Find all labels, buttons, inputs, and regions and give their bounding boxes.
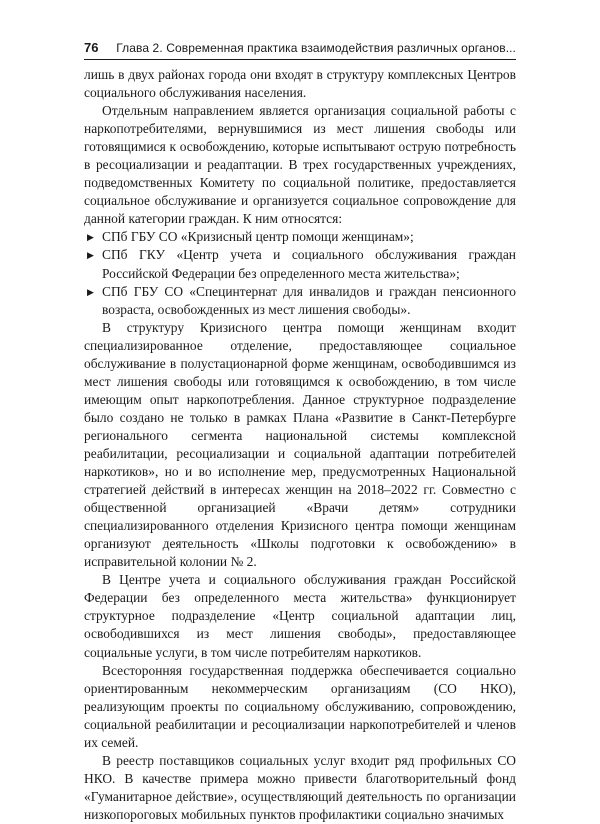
triangle-bullet-icon: ▶: [87, 232, 94, 243]
paragraph-service-providers: В реестр поставщиков социальных услуг входит ряд профильных СО НКО. В качестве примера можно привести благотворительный фонд «Гуманитарное действие», осуществляющий деятельность по организации низкопороговых мобильных пунктов профилактики социально значимых: [84, 752, 516, 822]
page-number: 76: [84, 40, 99, 55]
paragraph-registration-center: В Центре учета и социального обслуживания граждан Российской Федерации без определенного места жительства» функционирует структурное подразделение «Центр социальной адаптации лиц, освободившихся из мест лишения свободы», предоставляющее социальные услуги, в том числе потребителям наркотиков.: [84, 572, 516, 660]
paragraph-continuation: лишь в двух районах города они входят в структуру комплексных Центров социального обслуживания населения.: [84, 67, 516, 101]
list-item-text: СПб ГБУ СО «Кризисный центр помощи женщинам»;: [102, 229, 414, 245]
list-item-text: СПб ГБУ СО «Специнтернат для инвалидов и граждан пенсионного возраста, освобожденных из мест лишения свободы».: [102, 283, 516, 317]
paragraph-social-work: Отдельным направлением является организация социальной работы с наркопотребителями, вернувшимися из мест лишения свободы или готовящимися к освобождению, которые испытывают острую потребность в ресоциализации и реадаптации. В трех государственных учреждениях, подведомственных Комитету по социальной политике, предоставляется социальное обслуживание и организуется социальное сопровождение для данной категории граждан. К ним относятся:: [84, 103, 516, 227]
running-head: [84, 40, 516, 60]
body-text: [84, 66, 516, 824]
institutions-list: [84, 228, 516, 318]
paragraph-state-support: Всесторонняя государственная поддержка обеспечивается социально ориентированным некоммерческим организациям (СО НКО), реализующим проекты по социальному обслуживанию, сопровождению, социальной реабилитации и ресоциализации наркопотребителей и членов их семей.: [84, 662, 516, 750]
list-item: [84, 283, 516, 319]
triangle-bullet-icon: ▶: [87, 250, 94, 261]
chapter-title: Глава 2. Современная практика взаимодействия различных органов...: [116, 41, 516, 55]
paragraph-crisis-center: В структуру Кризисного центра помощи женщинам входит специализированное отделение, предоставляющее социальное обслуживание в полустационарной форме женщинам, освободившимся из мест лишения свободы или готовящимся к освобождению, в том числе имеющим опыт наркопотребления. Данное структурное подразделение было создано не только в рамках Плана «Развитие в Санкт-Петербурге регионального сегмента национальной системы комплексной реабилитации, ресоциализации и социальной адаптации потребителей наркотиков», но и во исполнение мер, предусмотренных Национальной стратегией действий в интересах женщин на 2018–2022 гг. Совместно с общественной организацией «Врачи детям» сотрудники специализированного отделения Кризисного центра помощи женщинам организуют деятельность «Школы подготовки к освобождению» в исправительной колонии № 2.: [84, 319, 516, 570]
list-item-text: СПб ГКУ «Центр учета и социального обслуживания граждан Российской Федерации без определенного места жительства»;: [102, 247, 516, 281]
triangle-bullet-icon: ▶: [87, 286, 94, 297]
book-page: [84, 40, 516, 824]
list-item: [84, 228, 516, 246]
list-item: [84, 246, 516, 282]
